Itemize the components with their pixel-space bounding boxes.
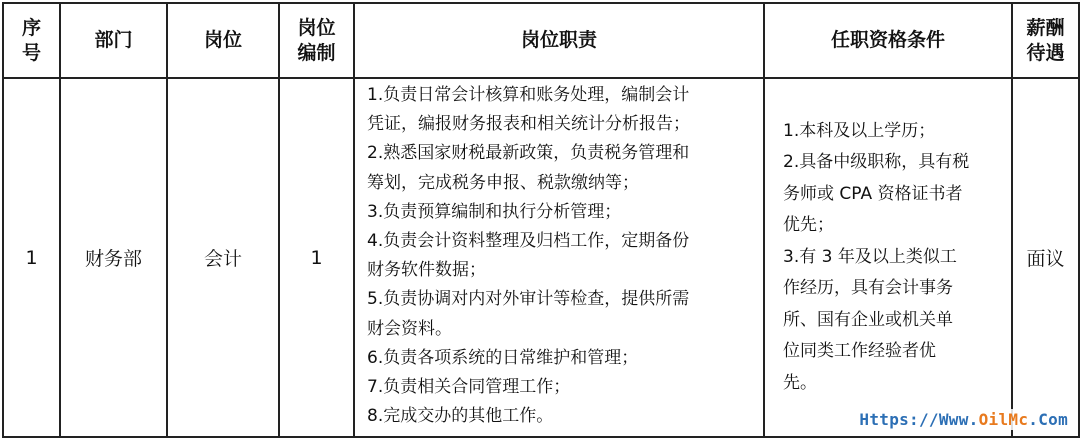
qualification-line: 作经历，具有会计事务 (783, 278, 953, 299)
table-row (3, 78, 1079, 437)
duty-line: 4.负责会计资料整理及归档工作，定期备份 (367, 231, 690, 252)
header-qualifications: 任职资格条件 (764, 3, 1012, 78)
job-posting-table (2, 2, 1080, 438)
cell-qualifications (764, 78, 1012, 437)
duty-line: 1.负责日常会计核算和账务处理，编制会计 (367, 85, 690, 105)
duty-line: 财务软件数据； (367, 260, 486, 281)
duty-line: 筹划，完成税务申报、税款缴纳等； (367, 172, 639, 193)
duty-line: 6.负责各项系统的日常维护和管理； (367, 347, 639, 368)
qualification-line: 优先； (783, 215, 834, 236)
duty-line: 2.熟悉国家财税最新政策，负责税务管理和 (367, 143, 690, 164)
duty-line: 财会资料。 (367, 318, 452, 339)
duty-line: 3.负责预算编制和执行分析管理； (367, 201, 622, 222)
header-position: 岗位 (167, 3, 279, 78)
qualification-line: 位同类工作经验者优 (783, 341, 936, 362)
qualification-line: 务师或 CPA 资格证书者 (783, 183, 963, 204)
duty-line: 7.负责相关合同管理工作； (367, 377, 571, 398)
qualification-line: 1.本科及以上学历； (783, 120, 936, 141)
qualification-line: 所、国有企业或机关单 (783, 309, 953, 330)
header-dept: 部门 (60, 3, 167, 78)
cell-seq: 1 (3, 78, 60, 437)
header-duties: 岗位职责 (354, 3, 764, 78)
qualification-line: 3.有 3 年及以上类似工 (783, 246, 957, 267)
cell-dept: 财务部 (60, 78, 167, 437)
duty-line: 凭证，编报财务报表和相关统计分析报告； (367, 114, 690, 135)
header-salary: 薪酬 待遇 (1012, 3, 1079, 78)
qualification-line: 2.具备中级职称，具有税 (783, 152, 970, 173)
duty-line: 5.负责协调对内对外审计等检查，提供所需 (367, 289, 690, 310)
cell-position: 会计 (167, 78, 279, 437)
site-watermark: Https://Www.OilMc.Com (856, 409, 1071, 430)
cell-duties (354, 78, 764, 437)
cell-salary: 面议 (1012, 78, 1079, 437)
cell-quota: 1 (279, 78, 354, 437)
duty-line: 8.完成交办的其他工作。 (367, 406, 554, 427)
header-seq: 序 号 (3, 3, 60, 78)
header-quota: 岗位 编制 (279, 3, 354, 78)
header-row (3, 3, 1079, 78)
qualification-line: 先。 (783, 372, 817, 393)
